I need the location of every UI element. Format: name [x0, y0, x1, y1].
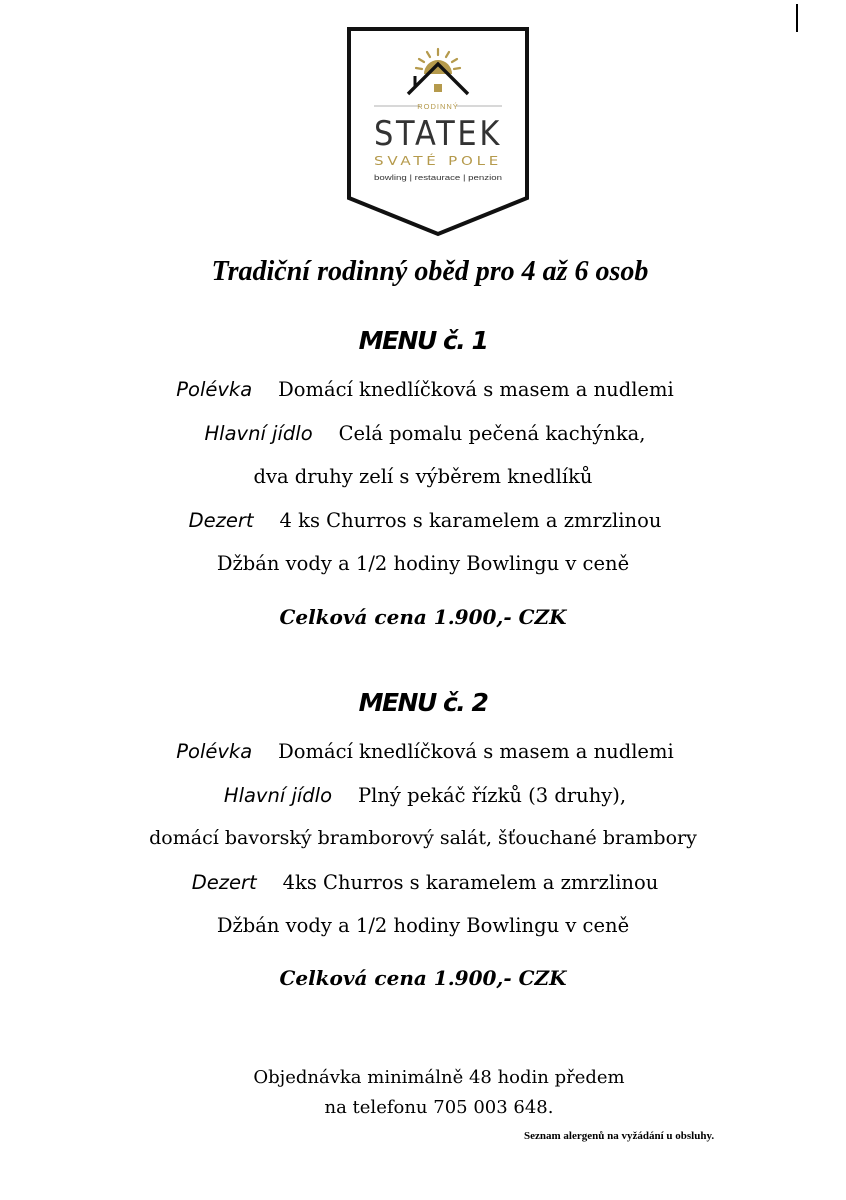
main-text-1: Plný pekáč řízků (3 druhy), [358, 784, 627, 807]
logo-services: bowling | restaurace | penzion [374, 175, 503, 182]
logo-badge [346, 26, 530, 238]
menu-2-heading: MENU č. 2 [358, 688, 488, 717]
menu-1-main [0, 422, 846, 445]
menu-1-price: Celková cena 1.900,- CZK [279, 605, 567, 629]
soup-text: Domácí knedlíčková s masem a nudlemi [278, 740, 674, 763]
logo-top-text: RODINNÝ [417, 102, 459, 111]
main-label: Hlavní jídlo [223, 784, 333, 807]
allergen-note: Seznam alergenů na vyžádání u obsluhy. [524, 1130, 715, 1142]
menu-1-heading: MENU č. 1 [358, 326, 488, 355]
menu-2-soup [0, 740, 846, 763]
main-text-1: Celá pomalu pečená kachýnka, [338, 422, 646, 445]
statek-logo [346, 26, 530, 238]
menu-1-soup [0, 378, 846, 401]
logo-name: STATEK [374, 114, 502, 154]
menu-1-main-line2: dva druhy zelí s výběrem knedlíků [253, 465, 593, 488]
order-notice-line1: Objednávka minimálně 48 hodin předem [253, 1067, 625, 1088]
soup-label: Polévka [176, 378, 253, 401]
menu-2-price: Celková cena 1.900,- CZK [279, 966, 567, 990]
dessert-label: Dezert [188, 509, 254, 532]
menu-2-main [0, 784, 846, 807]
page-title: Tradiční rodinný oběd pro 4 až 6 osob [211, 256, 649, 287]
menu-1-extra: Džbán vody a 1/2 hodiny Bowlingu v ceně [216, 552, 630, 575]
dessert-text: 4ks Churros s karamelem a zmrzlinou [282, 871, 659, 894]
menu-2-main-line2: domácí bavorský bramborový salát, šťouchané brambory [149, 827, 697, 849]
soup-label: Polévka [176, 740, 253, 763]
soup-text: Domácí knedlíčková s masem a nudlemi [278, 378, 674, 401]
dessert-text: 4 ks Churros s karamelem a zmrzlinou [279, 509, 662, 532]
text-cursor [796, 4, 798, 32]
logo-place: SVATÉ POLE [374, 154, 477, 168]
menu-2-dessert [0, 871, 846, 894]
menu-2-extra: Džbán vody a 1/2 hodiny Bowlingu v ceně [216, 914, 630, 937]
order-notice-line2: na telefonu 705 003 648. [324, 1097, 554, 1118]
menu-1-dessert [0, 509, 846, 532]
main-label: Hlavní jídlo [204, 422, 313, 445]
dessert-label: Dezert [191, 871, 257, 894]
